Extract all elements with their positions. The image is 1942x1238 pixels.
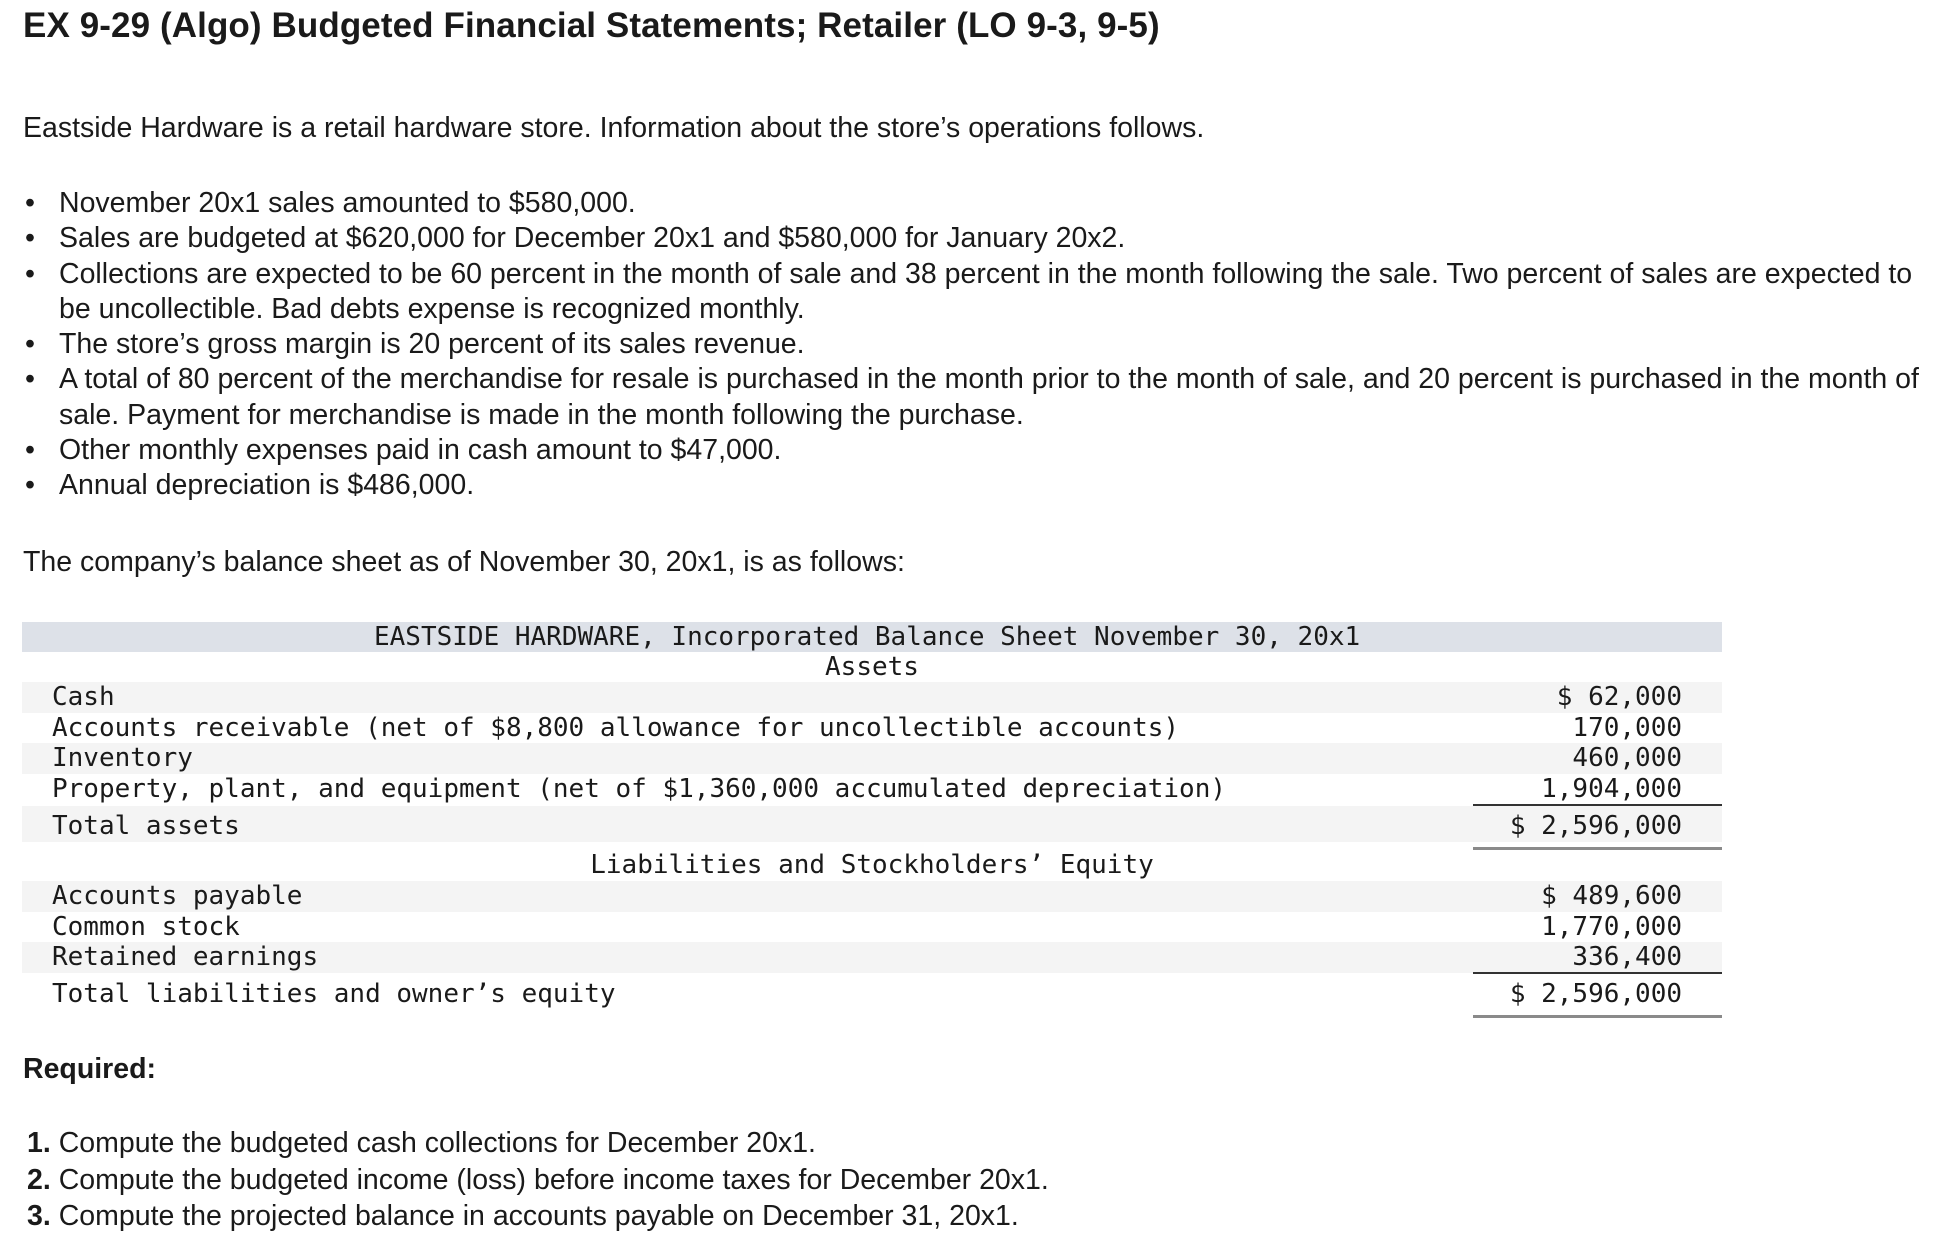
row-label: Property, plant, and equipment (net of $1,360,000 accumulated depreciation)	[52, 773, 1226, 804]
list-item	[27, 1125, 1049, 1162]
balance-sheet-title: EASTSIDE HARDWARE, Incorporated Balance Sheet November 30, 20x1	[374, 622, 1361, 652]
table-row	[22, 682, 1722, 713]
list-item: • The store’s gross margin is 20 percent of its sales revenue.	[23, 327, 1928, 362]
item-number: 3.	[27, 1200, 51, 1232]
list-item: • Sales are budgeted at $620,000 for December 20x1 and $580,000 for January 20x2.	[23, 221, 1928, 256]
table-row-total	[22, 974, 1722, 1010]
table-row	[22, 942, 1722, 973]
row-value: $ 2,596,000	[1509, 811, 1682, 841]
item-text: Compute the budgeted income (loss) before income taxes for December 20x1.	[58, 1163, 1049, 1196]
row-value: 1,770,000	[1541, 911, 1682, 942]
bullet-icon: •	[25, 363, 35, 396]
list-item: • A total of 80 percent of the merchandise for resale is purchased in the month prior to the month of sale, and 20 percent is purchased in the month of sale. Payment for merchandise is made in the month following the purchase.	[25, 363, 1919, 431]
bullet-icon: •	[25, 434, 35, 467]
intro-paragraph: Eastside Hardware is a retail hardware store. Information about the store’s operations follows.	[23, 112, 1205, 144]
liabilities-heading: Liabilities and Stockholders’ Equity	[590, 850, 1154, 880]
table-row	[22, 912, 1722, 943]
row-label: Retained earnings	[52, 942, 319, 972]
row-label: Total assets	[52, 811, 240, 841]
row-value: 170,000	[1572, 712, 1682, 743]
table-row	[22, 881, 1722, 912]
required-list	[27, 1125, 1049, 1235]
list-item: • Other monthly expenses paid in cash amount to $47,000.	[23, 433, 1928, 468]
bullet-icon: •	[25, 328, 35, 361]
list-item: • Collections are expected to be 60 percent in the month of sale and 38 percent in the month following the sale. Two percent of sales are expected to be uncollectible. Bad debts expense is recognized monthly.	[25, 257, 1913, 325]
row-value: 460,000	[1572, 743, 1682, 773]
row-label: Accounts payable	[52, 881, 303, 911]
total-rule	[1473, 1015, 1722, 1018]
problem-title: EX 9-29 (Algo) Budgeted Financial Statements; Retailer (LO 9-3, 9-5)	[23, 6, 1160, 45]
balance-sheet-title-bar	[22, 622, 1722, 652]
table-row	[22, 743, 1722, 774]
row-value: $ 2,596,000	[1509, 979, 1682, 1009]
row-value: $ 489,600	[1541, 881, 1682, 911]
list-item	[27, 1162, 1049, 1199]
bullet-icon: •	[25, 257, 35, 290]
item-number: 1.	[27, 1127, 51, 1159]
required-heading: Required:	[23, 1053, 157, 1085]
row-label: Accounts receivable (net of $8,800 allowance for uncollectible accounts)	[52, 712, 1180, 743]
item-text: Compute the projected balance in accounts payable on December 31, 20x1.	[58, 1200, 1019, 1232]
bullet-icon: •	[25, 469, 35, 502]
item-number: 2.	[27, 1163, 51, 1196]
row-value: 1,904,000	[1541, 773, 1682, 804]
row-label: Common stock	[52, 911, 240, 942]
list-item: • November 20x1 sales amounted to $580,000.	[23, 186, 1928, 221]
table-row	[22, 774, 1722, 805]
table-row	[22, 713, 1722, 744]
bullet-icon: •	[25, 222, 35, 255]
row-value: 336,400	[1572, 942, 1682, 972]
balance-sheet-intro: The company’s balance sheet as of November 30, 20x1, is as follows:	[23, 546, 905, 578]
assets-heading: Assets	[825, 652, 919, 682]
table-row-total	[22, 806, 1722, 842]
bullet-icon: •	[25, 187, 35, 219]
list-item	[27, 1198, 1049, 1235]
row-label: Cash	[52, 682, 115, 712]
row-label: Total liabilities and owner’s equity	[52, 979, 616, 1009]
list-item: • Annual depreciation is $486,000.	[23, 468, 1928, 503]
row-value: $ 62,000	[1556, 682, 1682, 712]
item-text: Compute the budgeted cash collections for December 20x1.	[58, 1127, 816, 1159]
row-label: Inventory	[52, 743, 193, 773]
operations-list	[23, 186, 1928, 504]
